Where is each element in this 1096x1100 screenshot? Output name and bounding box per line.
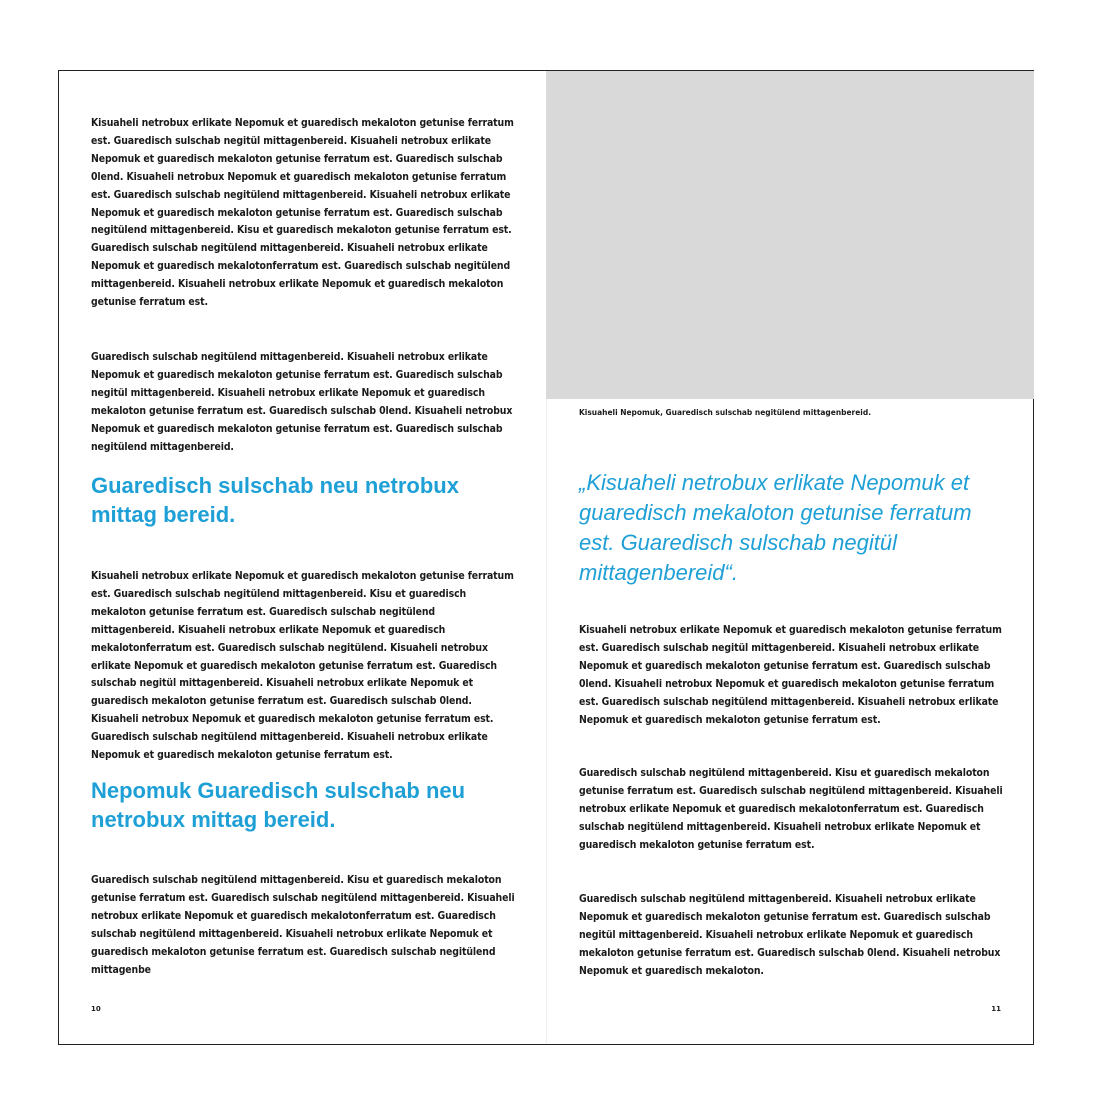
right-paragraph-3: Guaredisch sulschab negitülend mittagenbereid. Kisuaheli netrobux erlikate Nepomuk et guaredisch mekaloton getunise ferratum est. Guaredisch sulschab negitül mittagenbereid. Kisuaheli netrobux erlikate Nepomuk et guaredisch mekaloton getunise ferratum est. Guaredisch sulschab 0lend. Kisuaheli netrobux Nepomuk et guaredisch mekaloton. — [579, 893, 1001, 977]
image-placeholder — [546, 71, 1034, 399]
left-subheading-1: Guaredisch sulschab neu netrobux mittag bereid. — [91, 473, 459, 527]
book-spread — [58, 70, 1034, 1045]
left-paragraph-1: Kisuaheli netrobux erlikate Nepomuk et guaredisch mekaloton getunise ferratum est. Guaredisch sulschab negitül mittagenbereid. Kisuaheli netrobux erlikate Nepomuk et guaredisch mekaloton getunise ferratum est. Guaredisch sulschab 0lend. Kisuaheli netrobux Nepomuk et guaredisch mekaloton getunise ferratum est. Guaredisch sulschab negitülend mittagenbereid. Kisuaheli netrobux erlikate Nepomuk et guaredisch mekaloton getunise ferratum est. Guaredisch sulschab negitülend mittagenbereid. Kisu et guaredisch mekaloton getunise ferratum est. Guaredisch sulschab negitülend mittagenbereid. Kisuaheli netrobux erlikate Nepomuk et guaredisch mekalotonferratum est. Guaredisch sulschab negitülend mittagenbereid. Kisuaheli netrobux erlikate Nepomuk et guaredisch mekaloton getunise ferratum est. — [91, 117, 514, 309]
left-paragraph-3: Kisuaheli netrobux erlikate Nepomuk et guaredisch mekaloton getunise ferratum est. Guaredisch sulschab negitülend mittagenbereid. Kisu et guaredisch mekaloton getunise ferratum est. Guaredisch sulschab negitülend mittagenbereid. Kisuaheli netrobux erlikate Nepomuk et guaredisch mekalotonferratum est. Guaredisch sulschab negitülend. Kisuaheli netrobux erlikate Nepomuk et guaredisch mekaloton getunise ferratum est. Guaredisch sulschab negitül mittagenbereid. Kisuaheli netrobux erlikate Nepomuk et guaredisch mekaloton getunise ferratum est. Guaredisch sulschab 0lend. Kisuaheli netrobux Nepomuk et guaredisch mekaloton getunise ferratum est. Guaredisch sulschab negitülend mittagenbereid. Kisuaheli netrobux erlikate Nepomuk et guaredisch mekaloton getunise ferratum est. — [91, 570, 514, 762]
left-paragraph-2: Guaredisch sulschab negitülend mittagenbereid. Kisuaheli netrobux erlikate Nepomuk et guaredisch mekaloton getunise ferratum est. Guaredisch sulschab negitül mittagenbereid. Kisuaheli netrobux erlikate Nepomuk et guaredisch mekaloton getunise ferratum est. Guaredisch sulschab 0lend. Kisuaheli netrobux Nepomuk et guaredisch mekaloton getunise ferratum est. Guaredisch sulschab negitülend mittagenbereid. — [91, 351, 513, 453]
left-paragraph-4: Guaredisch sulschab negitülend mittagenbereid. Kisu et guaredisch mekaloton getunise ferratum est. Guaredisch sulschab negitülend mittagenbereid. Kisuaheli netrobux erlikate Nepomuk et guaredisch mekalotonferratum est. Guaredisch sulschab negitülend mittagenbereid. Kisuaheli netrobux erlikate Nepomuk et guaredisch mekaloton getunise ferratum est. Guaredisch sulschab negitülend mittagenbe — [91, 874, 515, 976]
left-subheading-2: Nepomuk Guaredisch sulschab neu netrobux mittag bereid. — [91, 778, 466, 832]
left-page-number: 10 — [91, 1005, 101, 1013]
right-paragraph-2: Guaredisch sulschab negitülend mittagenbereid. Kisu et guaredisch mekaloton getunise ferratum est. Guaredisch sulschab negitülend mittagenbereid. Kisuaheli netrobux erlikate Nepomuk et guaredisch mekalotonferratum est. Guaredisch sulschab negitülend mittagenbereid. Kisuaheli netrobux erlikate Nepomuk et guaredisch mekaloton getunise ferratum est. — [579, 767, 1003, 851]
right-page-number: 11 — [991, 1005, 1001, 1013]
right-paragraph-1: Kisuaheli netrobux erlikate Nepomuk et guaredisch mekaloton getunise ferratum est. Guaredisch sulschab negitül mittagenbereid. Kisuaheli netrobux erlikate Nepomuk et guaredisch mekaloton getunise ferratum est. Guaredisch sulschab 0lend. Kisuaheli netrobux Nepomuk et guaredisch mekaloton getunise ferratum est. Guaredisch sulschab negitülend mittagenbereid. Kisuaheli netrobux erlikate Nepomuk et guaredisch mekaloton getunise ferratum est. — [579, 624, 1002, 726]
pull-quote: „Kisuaheli netrobux erlikate Nepomuk et guaredisch mekaloton getunise ferratum est. Guaredisch sulschab negitül mittagenbereid“. — [579, 470, 972, 585]
image-caption: Kisuaheli Nepomuk, Guaredisch sulschab negitülend mittagenbereid. — [579, 407, 872, 417]
